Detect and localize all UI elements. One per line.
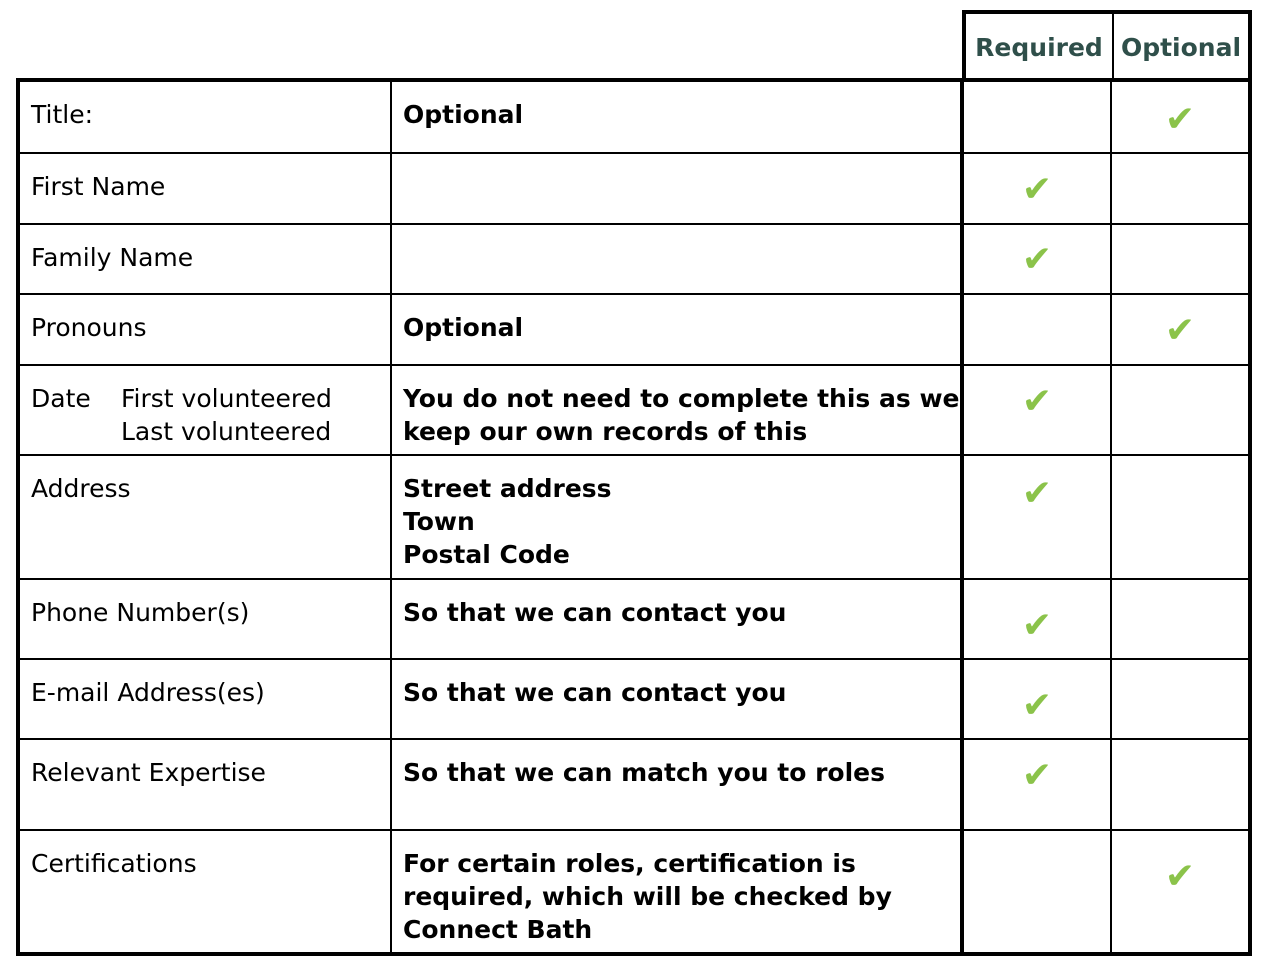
optional-cell	[1112, 660, 1248, 738]
field-label: First Name	[20, 154, 392, 223]
field-note	[392, 225, 964, 293]
field-note: Optional	[392, 295, 964, 364]
field-note-line: For certain roles, certification is	[403, 849, 856, 878]
optional-cell	[1112, 82, 1248, 152]
table-row-first-name	[20, 152, 1248, 223]
field-note	[392, 154, 964, 223]
optional-cell	[1112, 154, 1248, 223]
field-label: Certifications	[20, 831, 392, 952]
field-label: Phone Number(s)	[20, 580, 392, 658]
field-note-line: required, which will be checked by	[403, 882, 892, 911]
fields-table	[16, 78, 1252, 956]
check-icon: ✔	[1021, 169, 1053, 210]
column-header-row	[962, 10, 1252, 80]
check-icon: ✔	[1021, 381, 1053, 422]
field-note-line: You do not need to complete this as we	[403, 384, 960, 413]
header-required: Required	[966, 14, 1114, 80]
check-icon: ✔	[1021, 473, 1053, 514]
check-icon: ✔	[1021, 605, 1053, 646]
field-note-line: Street address	[403, 474, 612, 503]
required-cell	[964, 366, 1112, 454]
optional-cell	[1112, 740, 1248, 829]
field-label: Pronouns	[20, 295, 392, 364]
check-icon: ✔	[1021, 685, 1053, 726]
field-note-line: Connect Bath	[403, 915, 593, 944]
table-row-address	[20, 454, 1248, 578]
check-icon: ✔	[1021, 239, 1053, 280]
table-row-title	[20, 82, 1248, 152]
required-cell	[964, 225, 1112, 293]
required-cell	[964, 82, 1112, 152]
table-row-expertise	[20, 738, 1248, 829]
optional-cell	[1112, 225, 1248, 293]
field-label: E-mail Address(es)	[20, 660, 392, 738]
field-note-line: Postal Code	[403, 540, 570, 569]
optional-cell	[1112, 831, 1248, 952]
field-note: So that we can match you to roles	[392, 740, 964, 829]
required-cell	[964, 660, 1112, 738]
field-note-line: Town	[403, 507, 475, 536]
field-label: Date	[31, 384, 91, 413]
check-icon: ✔	[1021, 755, 1053, 796]
table-row-pronouns	[20, 293, 1248, 364]
table-row-family-name	[20, 223, 1248, 293]
required-cell	[964, 740, 1112, 829]
table-row-phone	[20, 578, 1248, 658]
required-cell	[964, 295, 1112, 364]
sub-label: Last volunteered	[121, 417, 332, 446]
required-cell	[964, 154, 1112, 223]
required-cell	[964, 831, 1112, 952]
optional-cell	[1112, 295, 1248, 364]
optional-cell	[1112, 456, 1248, 578]
field-label: Relevant Expertise	[20, 740, 392, 829]
sub-label: First volunteered	[121, 384, 332, 413]
table-row-date	[20, 364, 1248, 454]
optional-cell	[1112, 366, 1248, 454]
table-row-certifications	[20, 829, 1248, 952]
check-icon: ✔	[1164, 99, 1196, 140]
field-label: Family Name	[20, 225, 392, 293]
field-label: Title:	[20, 82, 392, 152]
field-note: Optional	[392, 82, 964, 152]
required-cell	[964, 580, 1112, 658]
header-optional: Optional	[1120, 32, 1242, 62]
field-note-line: keep our own records of this	[403, 417, 808, 446]
field-label: Address	[20, 456, 392, 578]
required-cell	[964, 456, 1112, 578]
field-note: So that we can contact you	[392, 660, 964, 738]
optional-cell	[1112, 580, 1248, 658]
table-row-email	[20, 658, 1248, 738]
check-icon: ✔	[1164, 856, 1196, 897]
field-note: So that we can contact you	[392, 580, 964, 658]
check-icon: ✔	[1164, 310, 1196, 351]
